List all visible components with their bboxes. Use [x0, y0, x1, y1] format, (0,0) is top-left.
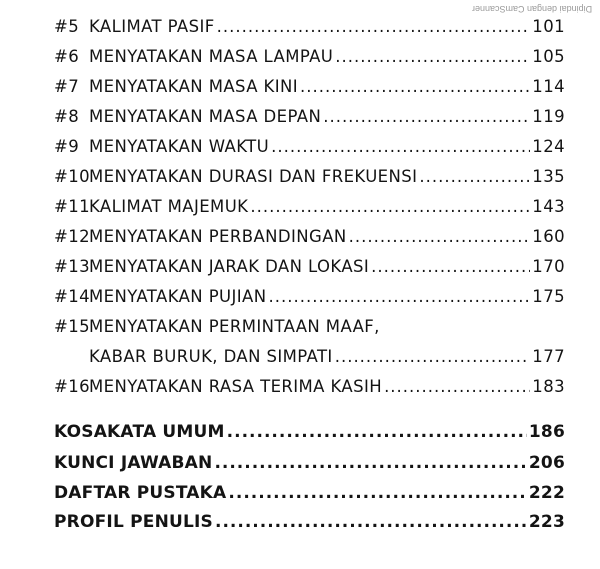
dot-leader: [384, 377, 530, 396]
page-number: 175: [532, 287, 565, 306]
toc-entry-15: [54, 317, 565, 336]
chapter-title-continued: KABAR BURUK, DAN SIMPATI: [89, 347, 333, 366]
dot-leader: [335, 47, 530, 66]
chapter-title: KALIMAT MAJEMUK: [89, 197, 249, 216]
chapter-title: MENYATAKAN RASA TERIMA KASIH: [89, 377, 383, 396]
section-title: KUNCI JAWABAN: [54, 453, 213, 473]
dot-leader: [228, 483, 527, 503]
toc-entry-9: [54, 137, 565, 156]
chapter-number: #11: [54, 197, 91, 216]
section-title: DAFTAR PUSTAKA: [54, 483, 227, 503]
toc-entry-13: [54, 257, 565, 276]
chapter-title: MENYATAKAN PERMINTAAN MAAF,: [89, 317, 380, 336]
chapter-number: #14: [54, 287, 91, 306]
chapter-number: #13: [54, 257, 91, 276]
section-title: KOSAKATA UMUM: [54, 422, 225, 442]
dot-leader: [215, 512, 527, 532]
section-title: PROFIL PENULIS: [54, 512, 213, 532]
toc-entry-daftar-pustaka: [54, 483, 565, 503]
toc-entry-kosakata-umum: [54, 422, 565, 442]
page-number: 101: [532, 17, 565, 36]
page-number: 135: [532, 167, 565, 186]
dot-leader: [271, 137, 530, 156]
page-number: 119: [532, 107, 565, 126]
chapter-number: #6: [54, 47, 80, 66]
dot-leader: [217, 17, 531, 36]
chapter-number: #16: [54, 377, 91, 396]
dot-leader: [349, 227, 531, 246]
chapter-number: #10: [54, 167, 91, 186]
chapter-title: MENYATAKAN PUJIAN: [89, 287, 267, 306]
chapter-title: MENYATAKAN JARAK DAN LOKASI: [89, 257, 370, 276]
page-number: 223: [528, 512, 565, 532]
dot-leader: [419, 167, 530, 186]
chapter-title: MENYATAKAN MASA KINI: [89, 77, 299, 96]
page-number: 177: [532, 347, 565, 366]
toc-entry-5: [54, 17, 565, 36]
toc-entry-12: [54, 227, 565, 246]
toc-entry-10: [54, 167, 565, 186]
toc-entry-profil-penulis: [54, 512, 565, 532]
page-number: 124: [532, 137, 565, 156]
chapter-number: #15: [54, 317, 91, 336]
chapter-title: MENYATAKAN DURASI DAN FREKUENSI: [89, 167, 418, 186]
dot-leader: [214, 453, 526, 473]
chapter-number: #8: [54, 107, 80, 126]
chapter-title: MENYATAKAN MASA LAMPAU: [89, 47, 334, 66]
toc-entry-14: [54, 287, 565, 306]
toc-entry-15-continued: [89, 347, 565, 366]
chapter-title: MENYATAKAN WAKTU: [89, 137, 270, 156]
dot-leader: [371, 257, 530, 276]
toc-entry-kunci-jawaban: [54, 453, 565, 473]
dot-leader: [250, 197, 530, 216]
chapter-title: MENYATAKAN MASA DEPAN: [89, 107, 322, 126]
toc-entry-16: [54, 377, 565, 396]
chapter-number: #7: [54, 77, 80, 96]
chapter-number: #9: [54, 137, 80, 156]
dot-leader: [300, 77, 530, 96]
page-number: 114: [532, 77, 565, 96]
dot-leader: [269, 287, 531, 306]
dot-leader: [227, 422, 527, 442]
page-number: 143: [532, 197, 565, 216]
scanner-watermark: Dipindai dengan CamScanner: [471, 4, 592, 14]
chapter-title: KALIMAT PASIF: [89, 17, 215, 36]
dot-leader: [323, 107, 530, 126]
page-number: 183: [532, 377, 565, 396]
dot-leader: [335, 347, 531, 366]
page-number: 206: [528, 453, 565, 473]
page-number: 222: [528, 483, 565, 503]
page-number: 105: [532, 47, 565, 66]
page-number: 170: [532, 257, 565, 276]
toc-entry-8: [54, 107, 565, 126]
page-number: 160: [532, 227, 565, 246]
chapter-number: #5: [54, 17, 80, 36]
chapter-title: MENYATAKAN PERBANDINGAN: [89, 227, 347, 246]
chapter-number: #12: [54, 227, 91, 246]
page-number: 186: [528, 422, 565, 442]
toc-entry-6: [54, 47, 565, 66]
toc-entry-11: [54, 197, 565, 216]
toc-entry-7: [54, 77, 565, 96]
